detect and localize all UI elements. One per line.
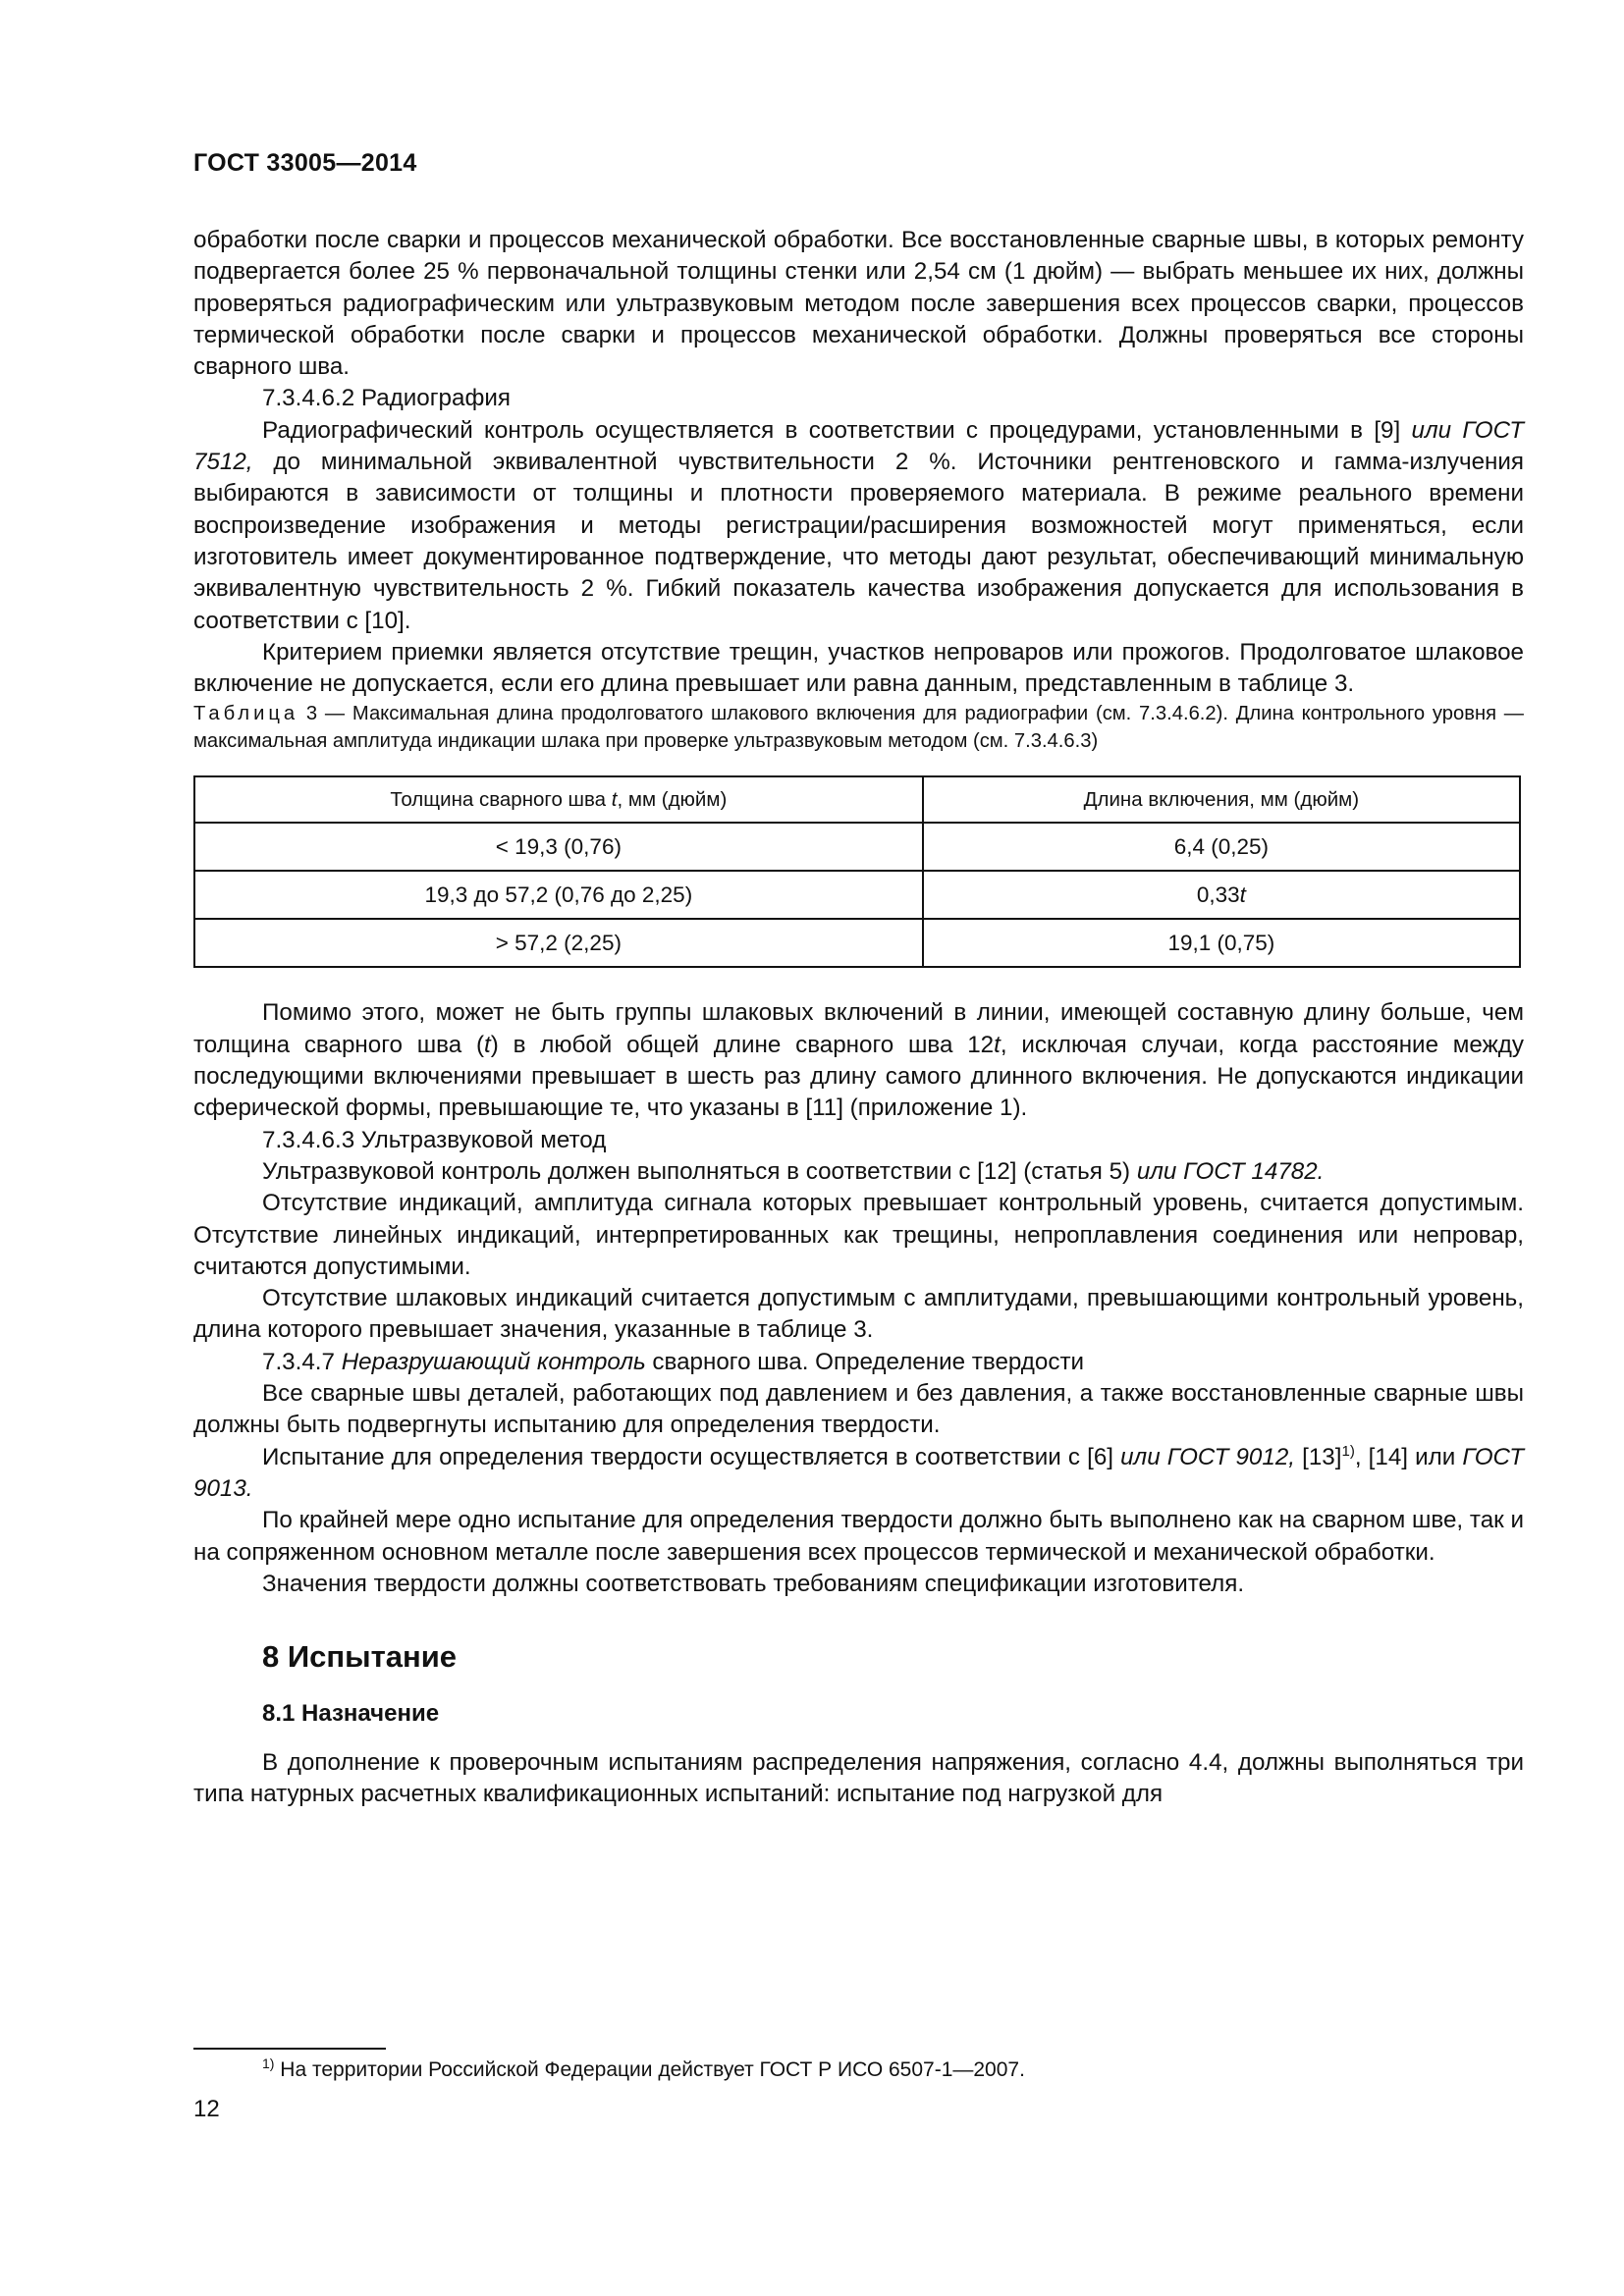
table-cell — [923, 871, 1520, 919]
footnote — [262, 2056, 1025, 2084]
text-run: Толщина сварного шва — [390, 787, 612, 811]
text-run: или ГОСТ 14782. — [1136, 1157, 1325, 1185]
text-run: ГОСТ 9013. — [193, 1443, 1524, 1502]
body-paragraph — [193, 1188, 1524, 1283]
text-run: Помимо этого, может не быть группы шлаковых включений в линии, имеющей составную длину больше, чем толщина сварного шва ( — [193, 999, 1524, 1058]
text-run: 7.3.4.7 — [262, 1348, 342, 1375]
table-caption-label: Таблица — [193, 703, 299, 725]
text-run: Отсутствие шлаковых индикаций считается допустимым с амплитудами, превышающими контрольный уровень, длина которого превышает значения, указанные в таблице 3. — [193, 1285, 1524, 1344]
text-run: Ультразвуковой контроль должен выполняться в соответствии с [12] (статья 5) — [262, 1157, 1137, 1185]
text-run: 1) — [1341, 1442, 1355, 1460]
document-body — [193, 225, 1524, 1811]
text-run: 7.3.4.6.2 Радиография — [262, 385, 511, 412]
text-run: По крайней мере одно испытание для определения твердости должно быть выполнено как на сварном шве, так и на сопряженном основном металле после завершения всех процессов термической и механической обработки. — [193, 1507, 1524, 1566]
subsection-heading: 8.1 Назначение — [262, 1700, 440, 1728]
section-paragraph: В дополнение к проверочным испытаниям распределения напряжения, согласно 4.4, должны выполняться три типа натурных расчетных квалификационных испытаний: испытание под нагрузкой для — [193, 1749, 1524, 1808]
text-run: t — [484, 1031, 491, 1058]
body-paragraph — [193, 415, 1524, 637]
text-run: t — [611, 787, 618, 811]
text-run: Радиографический контроль осуществляется в соответствии с процедурами, установленными в [9] — [262, 416, 1412, 444]
table-header-cell — [923, 776, 1520, 823]
table-cell — [194, 919, 923, 967]
text-run: ) в любой общей длине сварного шва 12 — [490, 1031, 995, 1058]
text-run: до минимальной эквивалентной чувствительности 2 %. Источники рентгеновского и гамма-излучения выбираются в зависимости от толщины и плотности проверяемого материала. В режиме реального времени воспроизведение изображения и методы регистрации/расширения возможностей могут применяться, если изготовитель имеет документированное подтверждение, что методы дают результат, обеспечивающий минимальную эквивалентную чувствительность 2 %. Гибкий показатель качества изображения допускается для использования в соответствии с [10]. — [193, 449, 1524, 634]
table-body — [194, 823, 1520, 967]
table-cell — [194, 823, 923, 871]
text-run: Значения твердости должны соответствовать требованиям спецификации изготовителя. — [262, 1570, 1245, 1597]
text-run: 19,1 (0,75) — [1167, 930, 1275, 955]
table-cell — [923, 919, 1520, 967]
text-run: < 19,3 (0,76) — [495, 833, 622, 859]
text-run: t — [1239, 881, 1246, 907]
text-run: обработки после сварки и процессов механической обработки. Все восстановленные сварные швы, в которых ремонту подвергается более 25 % первоначальной толщины стенки или 2,54 см (1 дюйм) — выбрать меньшее их них, должны проверяться радиографическим или ультразвуковым методом после завершения всех процессов сварки, процессов термической обработки после сварки и процессов механической обработки. Должны проверяться все стороны сварного шва. — [193, 227, 1524, 381]
table-row — [194, 823, 1520, 871]
text-after-table — [193, 997, 1524, 1600]
text-run: 7.3.4.6.3 Ультразвуковой метод — [262, 1126, 607, 1153]
text-before-table — [193, 225, 1524, 700]
footnote-separator — [193, 2048, 386, 2050]
body-paragraph — [193, 1378, 1524, 1442]
footnote-text: На территории Российской Федерации действует ГОСТ Р ИСО 6507-1—2007. — [274, 2058, 1025, 2081]
body-paragraph — [193, 1156, 1524, 1188]
text-run: или ГОСТ 7512, — [193, 416, 1525, 476]
text-run: Испытание для определения твердости осуществляется в соответствии с [6] — [262, 1443, 1121, 1470]
text-run: , исключая случаи, когда расстояние между последующими включениями превышает в шесть раз длину самого длинного включения. Не допускаются индикации сферической формы, превышающие те, что указаны в [11] (приложение 1). — [193, 1031, 1524, 1122]
table-caption-text: 3 — Максимальная длина продолговатого шлакового включения для радиографии (см. 7.3.4.6.2). Длина контрольного уровня — максимальная амплитуда индикации шлака при проверке ультразвуковым методом (см. 7.3.4.6.3) — [193, 703, 1524, 753]
text-run: Длина включения, мм (дюйм) — [1083, 787, 1360, 811]
slag-inclusion-table — [193, 775, 1521, 968]
page-number: 12 — [193, 2096, 220, 2122]
text-run: 6,4 (0,25) — [1173, 833, 1269, 859]
table-row — [194, 871, 1520, 919]
text-run: > 57,2 (2,25) — [495, 930, 622, 955]
text-run: , мм (дюйм) — [617, 787, 728, 811]
section-heading: 8 Испытание — [262, 1639, 458, 1675]
text-run: 19,3 до 57,2 (0,76 до 2,25) — [424, 881, 693, 907]
document-header: ГОСТ 33005—2014 — [193, 149, 417, 177]
body-paragraph — [193, 1569, 1524, 1600]
body-paragraph — [193, 997, 1524, 1124]
table-row — [194, 919, 1520, 967]
text-run: Неразрушающий контроль — [341, 1348, 646, 1375]
table-cell — [923, 823, 1520, 871]
text-run: Все сварные швы деталей, работающих под давлением и без давления, а также восстановленные сварные швы должны быть подвергнуты испытанию для определения твердости. — [193, 1380, 1524, 1439]
table-cell — [194, 871, 923, 919]
body-paragraph — [193, 225, 1524, 383]
table-header-cell — [194, 776, 923, 823]
table-caption — [193, 700, 1524, 755]
text-run: сварного шва. Определение твердости — [645, 1348, 1085, 1375]
body-paragraph — [193, 1283, 1524, 1347]
table-header-row — [194, 776, 1520, 823]
text-run: [13] — [1295, 1443, 1342, 1470]
footnote-marker: 1) — [262, 2056, 275, 2071]
text-run: или ГОСТ 9012, — [1120, 1443, 1296, 1470]
body-paragraph — [193, 1125, 1524, 1156]
body-paragraph — [193, 637, 1524, 701]
text-run: Критерием приемки является отсутствие трещин, участков непроваров или прожогов. Продолговатое шлаковое включение не допускается, если его длина превышает или равна данным, представленным в таблице 3. — [193, 638, 1524, 698]
text-run: 0,33 — [1196, 881, 1240, 907]
text-run: t — [994, 1031, 1001, 1058]
text-run: Отсутствие индикаций, амплитуда сигнала которых превышает контрольный уровень, считается допустимым. Отсутствие линейных индикаций, интерпретированных как трещины, непроплавления соединения или непровар, считаются допустимыми. — [193, 1190, 1524, 1280]
body-paragraph — [193, 383, 1524, 414]
text-run: , [14] или — [1354, 1443, 1463, 1470]
body-paragraph — [193, 1442, 1524, 1506]
body-paragraph — [193, 1505, 1524, 1569]
body-paragraph — [193, 1347, 1524, 1378]
